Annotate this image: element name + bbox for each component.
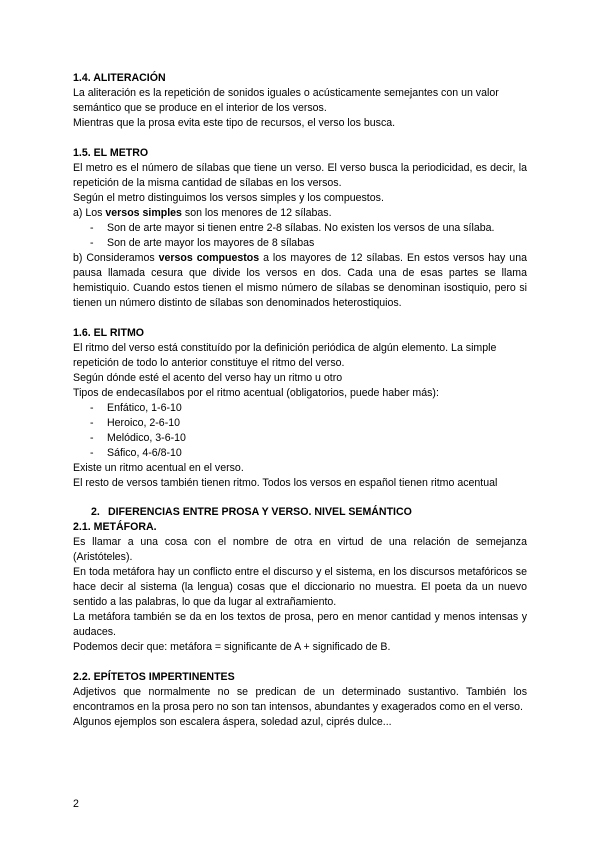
section-2-1-heading: 2.1. METÁFORA. bbox=[73, 521, 157, 533]
section-1-4-heading: 1.4. ALITERACIÓN bbox=[73, 72, 166, 84]
list-item: - Melódico, 3-6-10 bbox=[90, 431, 527, 446]
section-1-5-list bbox=[73, 221, 527, 251]
list-item: - Heroico, 2-6-10 bbox=[90, 416, 527, 431]
section-2-heading: 2. DIFERENCIAS ENTRE PROSA Y VERSO. NIVEL SEMÁNTICO bbox=[91, 506, 412, 518]
section-2-1-paragraph-1: Es llamar a una cosa con el nombre de otra en virtud de una relación de semejanza (Aristóteles). bbox=[73, 536, 527, 563]
section-2-1-paragraph-2: En toda metáfora hay un conflicto entre el discurso y el sistema, en los discursos metafóricos se hace decir al sistema (la lengua) cosas que el diccionario no muestra. El poeta da un nuevo sentido a las palabras, lo que da lugar al extrañamiento. bbox=[73, 566, 527, 608]
section-1-6-paragraph-4: Existe un ritmo acentual en el verso. bbox=[73, 462, 244, 474]
page-number: 2 bbox=[73, 798, 79, 810]
list-item: - Son de arte mayor si tienen entre 2-8 sílabas. No existen los versos de una sílaba. bbox=[90, 221, 527, 236]
section-1-6-paragraph-2: Según dónde esté el acento del verso hay un ritmo u otro bbox=[73, 372, 343, 384]
list-item: - Son de arte mayor los mayores de 8 sílabas bbox=[90, 236, 527, 251]
section-2-2-heading: 2.2. EPÍTETOS IMPERTINENTES bbox=[73, 671, 235, 683]
section-1-6-list bbox=[73, 401, 527, 461]
list-item: - Sáfico, 4-6/8-10 bbox=[90, 446, 527, 461]
section-1-4-paragraph-2: Mientras que la prosa evita este tipo de recursos, el verso los busca. bbox=[73, 117, 396, 129]
section-1-5-paragraph-1: El metro es el número de sílabas que tiene un verso. El verso busca la periodicidad, es decir, la repetición de la misma cantidad de sílabas en los versos. bbox=[73, 162, 527, 189]
term-versos-compuestos: versos compuestos bbox=[158, 252, 260, 264]
section-2-2-paragraph-2: Algunos ejemplos son escalera áspera, soledad azul, ciprés dulce... bbox=[73, 716, 392, 728]
section-2-1-paragraph-3: La metáfora también se da en los textos de prosa, pero en menor cantidad y menos intensas y audaces. bbox=[73, 611, 527, 638]
term-versos-simples: versos simples bbox=[105, 207, 182, 219]
section-1-6-paragraph-3: Tipos de endecasílabos por el ritmo acentual (obligatorios, puede haber más): bbox=[73, 387, 439, 399]
section-1-5-paragraph-2: Según el metro distinguimos los versos simples y los compuestos. bbox=[73, 192, 384, 204]
section-1-6-paragraph-5: El resto de versos también tienen ritmo. Todos los versos en español tienen ritmo acentual bbox=[73, 477, 498, 489]
section-1-5-heading: 1.5. EL METRO bbox=[73, 147, 149, 159]
section-1-6-paragraph-1: El ritmo del verso está constituído por la definición periódica de algún elemento. La simple repetición de todo lo anterior constituye el ritmo del verso. bbox=[73, 342, 497, 369]
section-1-6-heading: 1.6. EL RITMO bbox=[73, 327, 145, 339]
section-2-1-paragraph-4: Podemos decir que: metáfora = significante de A + significado de B. bbox=[73, 641, 391, 653]
section-1-5-item-a: a) Los versos simples son los menores de 12 sílabas. bbox=[73, 207, 332, 219]
section-1-5-item-b: b) Consideramos versos compuestos a los mayores de 12 sílabas. En estos versos hay una pausa llamada cesura que divide los versos en dos. Cada una de esas partes se llama hemistiquio. Cuando estos tienen el mismo número de sílabas se denominan isostiquio, pero si tienen un número distinto de sílabas son denominados heterostiquios. bbox=[73, 252, 527, 309]
section-1-4-paragraph-1: La aliteración es la repetición de sonidos iguales o acústicamente semejantes con un valor semántico que se produce en el interior de los versos. bbox=[73, 87, 499, 114]
document-page bbox=[73, 71, 527, 730]
section-2-2-paragraph-1: Adjetivos que normalmente no se predican de un determinado sustantivo. También los encontramos en la prosa pero no son tan intensos, abundantes y exagerados como en el verso. bbox=[73, 686, 527, 713]
list-item: - Enfático, 1-6-10 bbox=[90, 401, 527, 416]
